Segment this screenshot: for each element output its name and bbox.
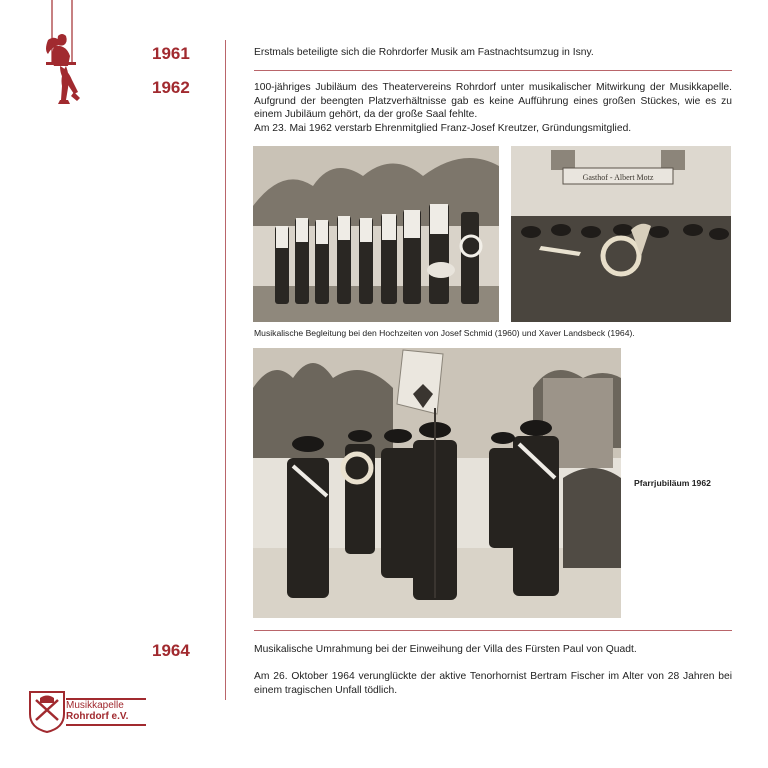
year-label-1961: 1961 xyxy=(152,44,190,63)
entry-1961-text: Erstmals beteiligte sich die Rohrdorfer Musik am Fastnachtsumzug in Isny. xyxy=(254,47,594,58)
crest-icon xyxy=(28,690,66,734)
gasthof-sign-text: Gasthof - Albert Motz xyxy=(582,173,654,182)
swing-figure-icon xyxy=(34,0,90,110)
wedding-photo-landsbeck xyxy=(511,146,731,322)
entry-1964-paragraph-1: Musikalische Umrahmung bei der Einweihung der Villa des Fürsten Paul von Quadt. xyxy=(254,644,637,655)
wedding-photo-schmid xyxy=(253,146,499,322)
logo-text-line2: Rohrdorf e.V. xyxy=(66,711,129,722)
parade-photo xyxy=(253,348,621,618)
timeline-line xyxy=(225,40,226,700)
logo-bar-bottom xyxy=(66,724,146,726)
divider-1961 xyxy=(254,70,732,71)
entry-1962-paragraph-1: 100-jähriges Jubiläum des Theatervereins Rohrdorf unter musikalischer Mitwirkung der Musikkapelle. Aufgrund der beengten Platzverhältnisse gab es keine Aufführung eines großen Stückes, wie es zu einem Jubiläum gehört, da der große Saal fehlte. xyxy=(254,82,732,121)
logo xyxy=(28,690,148,734)
year-label-1964: 1964 xyxy=(152,641,190,660)
entry-1962-paragraph-2: Am 23. Mai 1962 verstarb Ehrenmitglied Franz-Josef Kreutzer, Gründungsmitglied. xyxy=(254,123,632,134)
entry-1964-paragraph-2: Am 26. Oktober 1964 verunglückte der aktive Tenorhornist Bertram Fischer im Alter von 28 Jahren bei einem tragischen Unfall tödlich. xyxy=(254,671,732,696)
year-label-1962: 1962 xyxy=(152,78,190,97)
divider-1964 xyxy=(254,630,732,631)
parade-photo-caption: Pfarrjubiläum 1962 xyxy=(634,478,711,488)
logo-text-line1: Musikkapelle xyxy=(66,700,124,711)
wedding-photos-caption: Musikalische Begleitung bei den Hochzeiten von Josef Schmid (1960) und Xaver Landsbeck (1964). xyxy=(254,328,635,338)
